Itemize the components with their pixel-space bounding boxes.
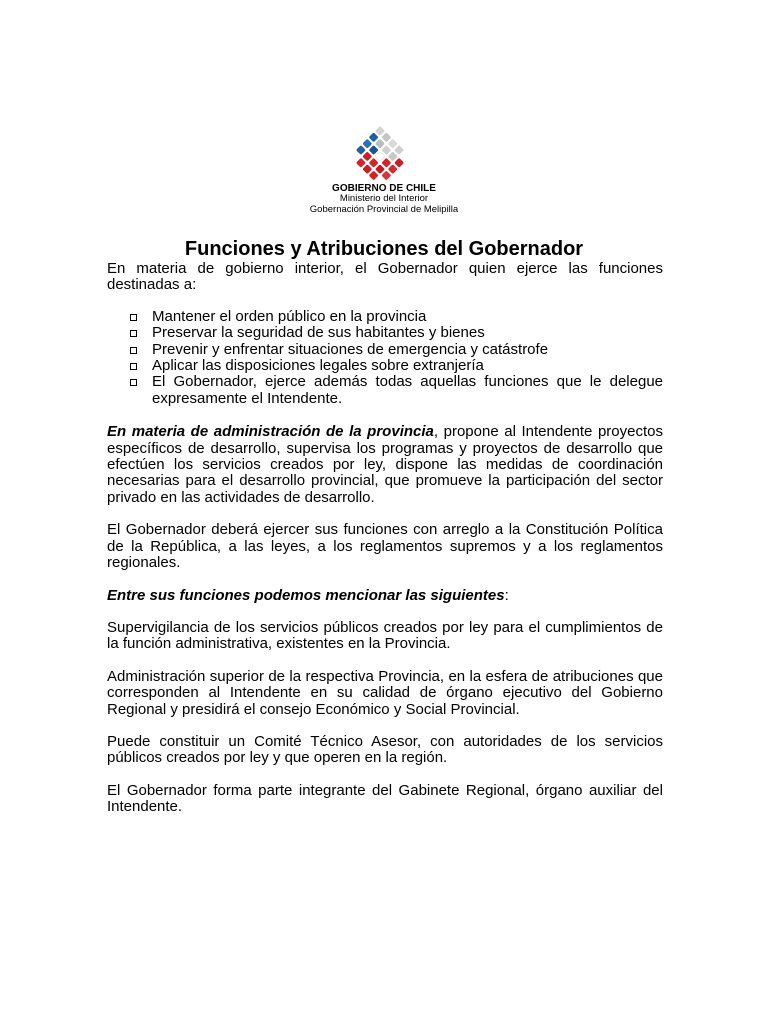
office-name: Gobernación Provincial de Melipilla <box>309 203 459 215</box>
letterhead <box>0 183 768 215</box>
functions-list <box>107 309 663 407</box>
page-title: Funciones y Atribuciones del Gobernador <box>184 238 584 260</box>
list-item <box>107 374 663 407</box>
square-bullet-icon <box>130 363 137 370</box>
paragraph-cabinet: El Gobernador forma parte integrante del Gabinete Regional, órgano auxiliar del Intendente. <box>107 781 663 816</box>
list-item-text: Aplicar las disposiciones legales sobre extranjería <box>152 357 484 375</box>
organization-name: GOBIERNO DE CHILE <box>332 183 436 194</box>
square-bullet-icon <box>130 314 137 321</box>
list-item <box>107 358 663 374</box>
intro-paragraph: En materia de gobierno interior, el Gobernador quien ejerce las funciones destinadas a: <box>107 260 663 294</box>
functions-heading-text: Entre sus funciones podemos mencionar las siguientes <box>107 586 505 604</box>
list-item-text: El Gobernador, ejerce además todas aquellas funciones que le delegue expresamente el Intendente. <box>152 373 663 407</box>
paragraph-committee: Puede constituir un Comité Técnico Asesor, con autoridades de los servicios públicos creados por ley y que operen en la región. <box>107 732 663 767</box>
functions-heading <box>107 588 663 604</box>
administration-paragraph <box>107 424 663 506</box>
square-bullet-icon <box>130 347 137 354</box>
document-body <box>107 261 663 816</box>
list-item-text: Mantener el orden público en la provincia <box>152 307 427 325</box>
constitution-paragraph: El Gobernador deberá ejercer sus funciones con arreglo a la Constitución Política de la República, a las leyes, a los reglamentos supremos y a los reglamentos regionales. <box>107 521 663 572</box>
paragraph-supervision: Supervigilancia de los servicios públicos creados por ley para el cumplimientos de la función administrativa, existentes en la Provincia. <box>107 618 663 653</box>
administration-lead: En materia de administración de la provincia <box>107 423 434 441</box>
gobierno-de-chile-logo-icon <box>349 124 411 182</box>
paragraph-administration: Administración superior de la respectiva Provincia, en la esfera de atribuciones que corresponden al Intendente en su calidad de órgano ejecutivo del Gobierno Regional y presidirá el consejo Económico y Social Provincial. <box>107 667 663 718</box>
list-item-text: Prevenir y enfrentar situaciones de emergencia y catástrofe <box>152 340 549 358</box>
square-bullet-icon <box>130 330 137 337</box>
list-item <box>107 309 663 325</box>
functions-heading-colon: : <box>504 586 509 604</box>
list-item <box>107 325 663 341</box>
list-item-text: Preservar la seguridad de sus habitantes y bienes <box>152 324 485 342</box>
square-bullet-icon <box>130 379 137 386</box>
list-item <box>107 342 663 358</box>
ministry-name: Ministerio del Interior <box>339 193 429 204</box>
administration-text: , propone al Intendente proyectos específicos de desarrollo, supervisa los programas y proyectos de desarrollo que efectúen los servicios creados por ley, dispone las medidas de coordinación necesarias para el desarrollo provincial, que promueve la participación del sector privado en las actividades de desarrollo. <box>107 423 663 506</box>
